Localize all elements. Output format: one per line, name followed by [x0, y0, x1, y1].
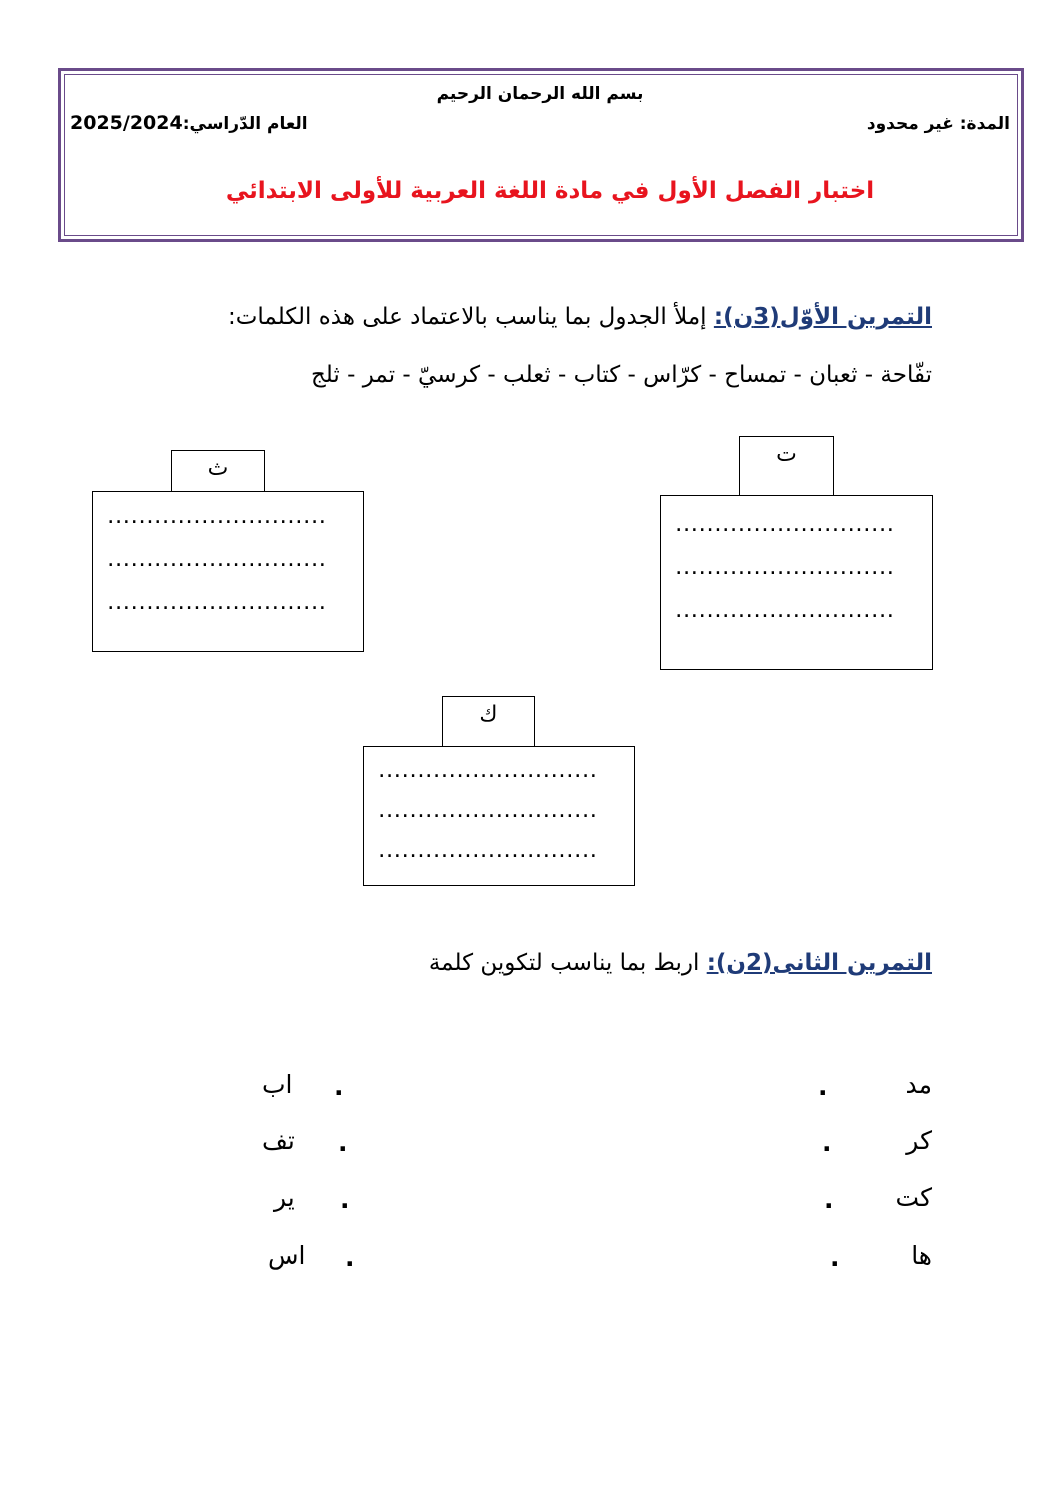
right-syllable: كر: [906, 1126, 932, 1155]
answer-line[interactable]: ............................: [376, 840, 596, 862]
school-year: [70, 112, 308, 134]
left-syllable: تف: [262, 1126, 295, 1155]
match-dot[interactable]: .: [340, 1185, 350, 1214]
match-dot[interactable]: .: [334, 1072, 344, 1101]
answer-line[interactable]: ............................: [376, 800, 596, 822]
basmala: بسم الله الرحمان الرحيم: [436, 84, 644, 104]
right-syllable: ها: [911, 1241, 932, 1270]
exercise2-heading: [429, 950, 932, 976]
match-dot[interactable]: .: [818, 1072, 828, 1101]
answer-line[interactable]: ............................: [105, 549, 325, 571]
match-dot[interactable]: .: [822, 1128, 832, 1157]
match-dot[interactable]: .: [338, 1128, 348, 1157]
right-syllable: كت: [895, 1183, 932, 1212]
answer-line[interactable]: ............................: [673, 557, 893, 579]
exam-title: اختبار الفصل الأول في مادة اللغة العربية للأولى الابتدائي: [225, 178, 875, 204]
letter-tab-ta: ت: [739, 436, 834, 496]
duration: [867, 114, 1010, 134]
exercise1-label: التمرين الأوّل(3ن):: [713, 304, 932, 330]
right-syllable: مد: [905, 1070, 932, 1099]
letter-tab-kaf: ك: [442, 696, 535, 747]
exercise1-heading: [228, 304, 932, 330]
answer-line[interactable]: ............................: [673, 600, 893, 622]
match-dot[interactable]: .: [830, 1243, 840, 1272]
match-dot[interactable]: .: [824, 1185, 834, 1214]
exercise2-instruction: اربط بما يناسب لتكوين كلمة: [428, 950, 700, 976]
answer-line[interactable]: ............................: [376, 760, 596, 782]
answer-line[interactable]: ............................: [105, 592, 325, 614]
answer-line[interactable]: ............................: [105, 506, 325, 528]
exercise1-instruction: إملأ الجدول بما يناسب بالاعتماد على هذه الكلمات:: [227, 304, 707, 330]
left-syllable: ير: [274, 1183, 295, 1212]
letter-tab-tha: ث: [171, 450, 265, 492]
answer-box-ta[interactable]: [660, 495, 933, 670]
duration-value: غير محدود: [866, 114, 954, 134]
school-year-value: 2025/2024: [70, 112, 183, 134]
duration-label: المدة:: [959, 114, 1010, 134]
exercise2-label: التمرين الثانى(2ن):: [706, 950, 932, 976]
answer-box-kaf[interactable]: [363, 746, 635, 886]
exercise1-word-list: تفّاحة - ثعبان - تمساح - كرّاس - كتاب - ثعلب - كرسيّ - تمر - ثلج: [310, 362, 932, 388]
left-syllable: اس: [268, 1241, 306, 1270]
answer-line[interactable]: ............................: [673, 514, 893, 536]
school-year-label: العام الدّراسي:: [182, 114, 308, 134]
match-dot[interactable]: .: [345, 1243, 355, 1272]
left-syllable: اب: [262, 1070, 293, 1099]
answer-box-tha[interactable]: [92, 491, 364, 652]
